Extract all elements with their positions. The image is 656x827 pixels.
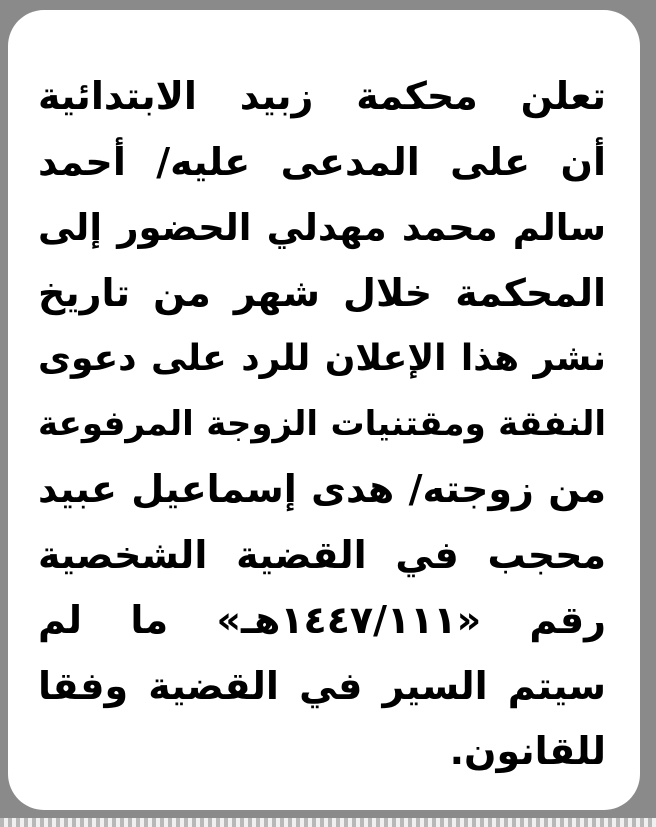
notice-line: تعلن محكمة زبيد الابتدائية [38,74,606,118]
notice-line: رقم «١٤٤٧/١١١هـ» ما لم [38,598,606,642]
notice-line: سيتم السير في القضية وفقا [38,663,606,708]
notice-line: المحكمة خلال شهر من تاريخ [38,270,606,315]
notice-line: للقانون. [449,729,606,773]
notice-line: أن على المدعى عليه/ أحمد [38,139,606,184]
notice-text [38,64,606,785]
notice-line: من زوجته/ هدى إسماعيل عبيد [38,467,606,511]
bottom-border [0,818,656,827]
notice-line: نشر هذا الإعلان للرد على دعوى [38,338,606,379]
notice-line: النفقة ومقتنيات الزوجة المرفوعة [38,403,606,444]
notice-line: محجب في القضية الشخصية [38,532,606,577]
notice-line: سالم محمد مهدلي الحضور إلى [38,206,606,249]
notice-panel [8,10,640,810]
